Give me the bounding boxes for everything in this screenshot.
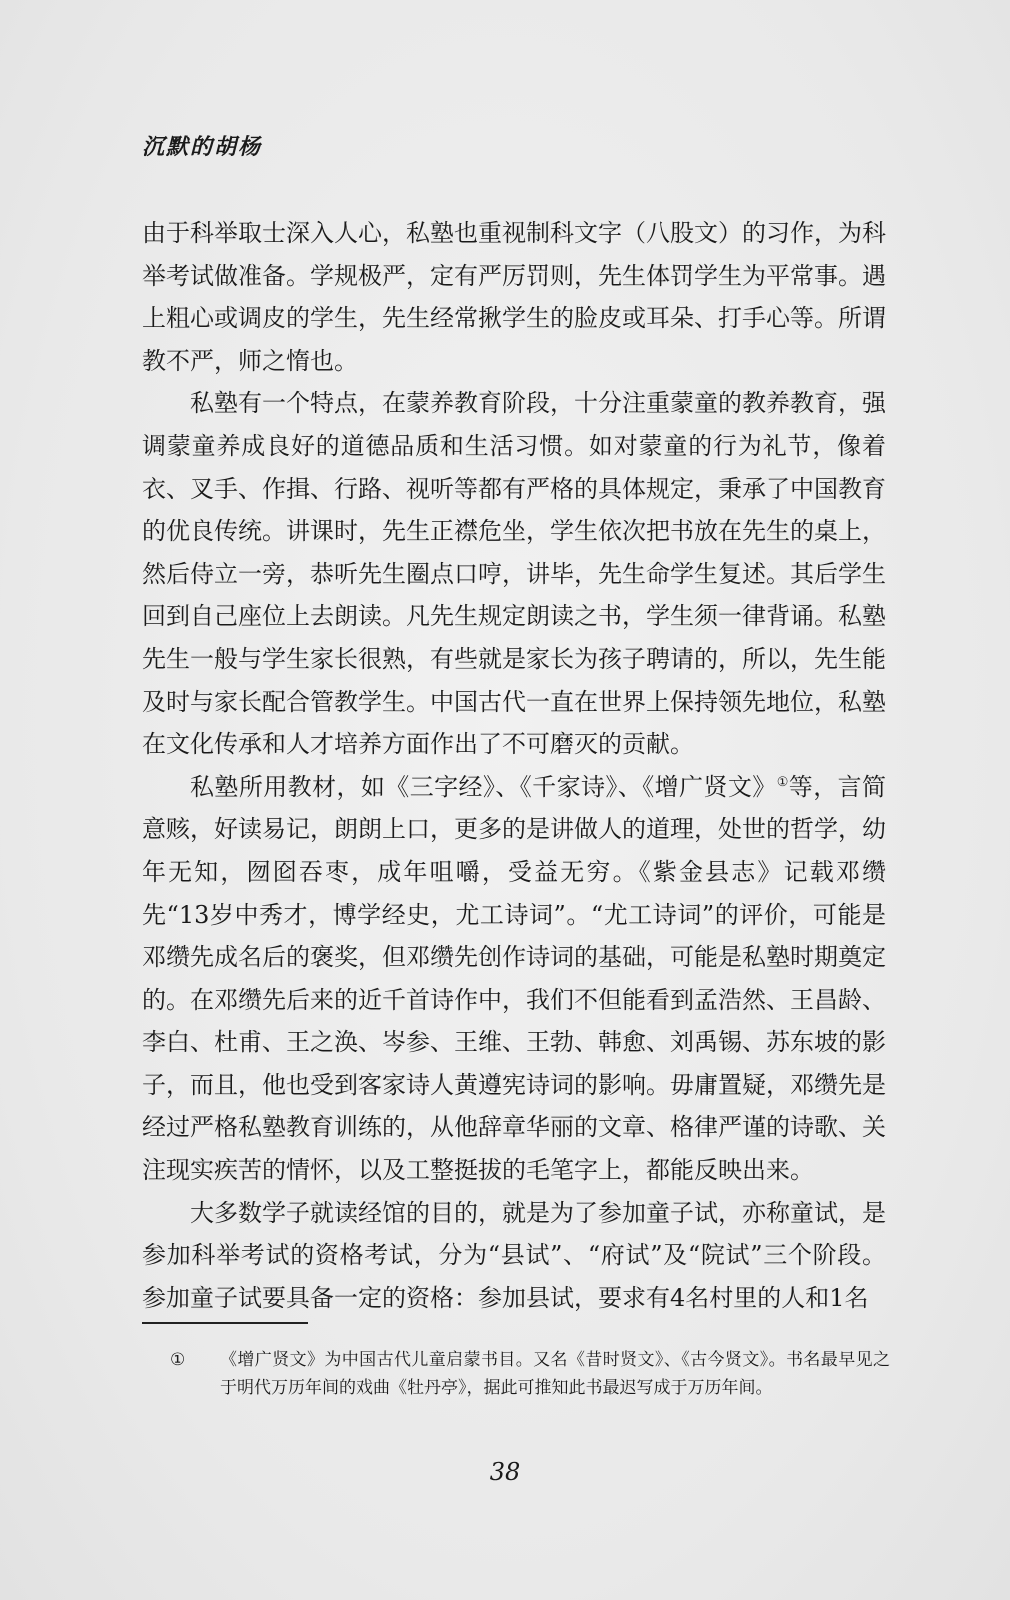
running-head: 沉默的胡杨: [142, 134, 263, 160]
paragraph-text: 私塾所用教材，如《三字经》、《千家诗》、《增广贤文》: [190, 772, 777, 801]
footnote-reference: ①: [776, 774, 789, 790]
footnote-separator: [142, 1322, 308, 1324]
paragraph: 由于科举取士深入人心，私塾也重视制科文字（八股文）的习作，为科举考试做准备。学规极严，定有严厉罚则，先生体罚学生为平常事。遇上粗心或调皮的学生，先生经常揪学生的脸皮或耳朵、打手心等。所谓教不严，师之惰也。: [142, 219, 886, 375]
paragraph-text: 等，言简意赅，好读易记，朗朗上口，更多的是讲做人的道理，处世的哲学，幼年无知，囫囵吞枣，成年咀嚼，受益无穷。《紫金县志》记载邓缵先“13岁中秀才，博学经史，尤工诗词”。“尤工诗词”的评价，可能是邓缵先成名后的褒奖，但邓缵先创作诗词的基础，可能是私塾时期奠定的。在邓缵先后来的近千首诗作中，我们不但能看到孟浩然、王昌龄、李白、杜甫、王之涣、岑参、王维、王勃、韩愈、刘禹锡、苏东坡的影子，而且，他也受到客家诗人黄遵宪诗词的影响。毋庸置疑，邓缵先是经过严格私塾教育训练的，从他辞章华丽的文章、格律严谨的诗歌、关注现实疾苦的情怀，以及工整挺拔的毛笔字上，都能反映出来。: [142, 772, 887, 1185]
footnote-text: 《增广贤文》为中国古代儿童启蒙书目。又名《昔时贤文》、《古今贤文》。书名最早见之于明代万历年间的戏曲《牡丹亭》，据此可推知此书最迟写成于万历年间。: [220, 1350, 890, 1398]
footnote-number: ①: [170, 1350, 186, 1370]
paragraph: 大多数学子就读经馆的目的，就是为了参加童子试，亦称童试，是参加科举考试的资格考试，分为“县试”、“府试”及“院试”三个阶段。参加童子试要具备一定的资格：参加县试，要求有4名村里的人和1名: [142, 1198, 886, 1312]
paragraph-with-note: [142, 766, 886, 1192]
footnote: [170, 1346, 890, 1402]
page-number: 38: [489, 1458, 521, 1486]
paragraph: 私塾有一个特点，在蒙养教育阶段，十分注重蒙童的教养教育，强调蒙童养成良好的道德品质和生活习惯。如对蒙童的行为礼节，像着衣、叉手、作揖、行路、视听等都有严格的具体规定，秉承了中国教育的优良传统。讲课时，先生正襟危坐，学生依次把书放在先生的桌上，然后侍立一旁，恭听先生圈点口哼，讲毕，先生命学生复述。其后学生回到自己座位上去朗读。凡先生规定朗读之书，学生须一律背诵。私塾先生一般与学生家长很熟，有些就是家长为孩子聘请的，所以，先生能及时与家长配合管教学生。中国古代一直在世界上保持领先地位，私塾在文化传承和人才培养方面作出了不可磨灭的贡献。: [142, 389, 886, 759]
body-text: [142, 212, 886, 1319]
